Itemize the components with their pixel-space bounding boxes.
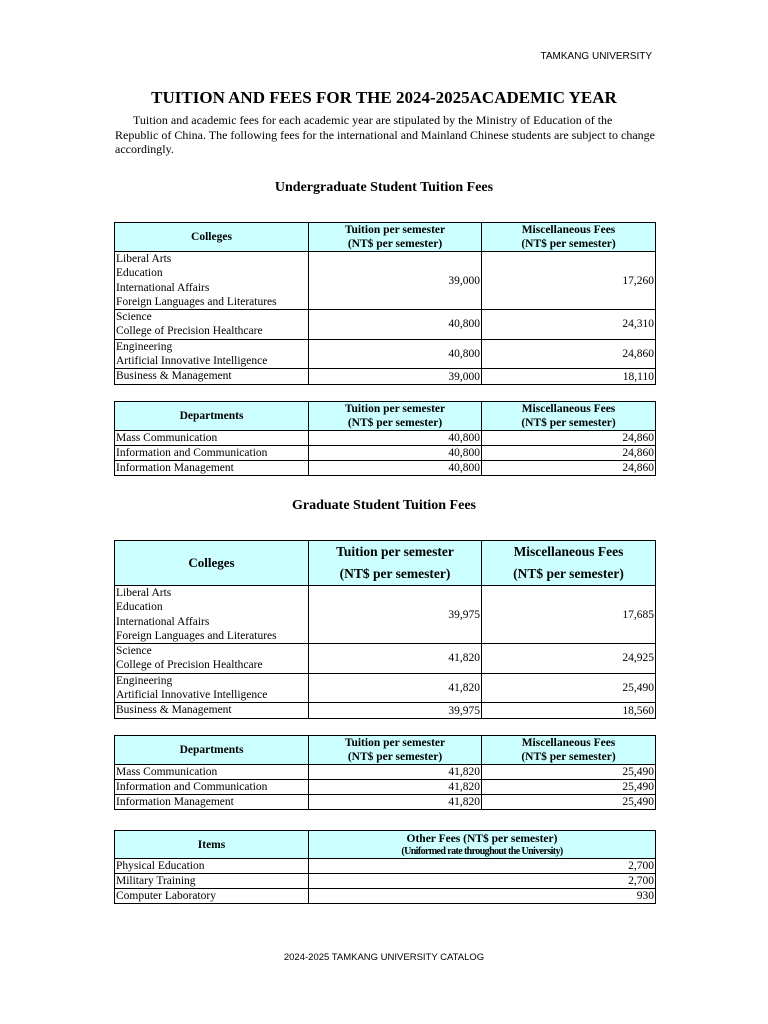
department-name-cell: Information Management [115, 461, 309, 476]
college-names-cell: Science College of Precision Healthcare [115, 310, 309, 340]
misc-fee-cell: 17,260 [482, 252, 656, 310]
graduate-departments-table [114, 735, 656, 810]
misc-fee-cell: 17,685 [482, 586, 656, 644]
column-header-tuition: Tuition per semester (NT$ per semester) [309, 223, 482, 252]
undergrad-colleges-table [114, 222, 656, 385]
item-name-cell: Physical Education [115, 859, 309, 874]
column-header-colleges: Colleges [115, 541, 309, 586]
table-row [115, 644, 656, 674]
uniform-rate-note: (Uniformed rate throughout the University) [401, 845, 563, 857]
tuition-cell: 41,820 [309, 644, 482, 674]
table-row [115, 586, 656, 644]
tuition-cell: 39,975 [309, 703, 482, 718]
fee-cell: 2,700 [309, 874, 656, 889]
tuition-cell: 39,000 [309, 369, 482, 384]
column-header-tuition: Tuition per semester (NT$ per semester) [309, 736, 482, 765]
column-header-tuition: Tuition per semester (NT$ per semester) [309, 541, 482, 586]
department-name-cell: Mass Communication [115, 765, 309, 780]
table-row [115, 765, 656, 780]
department-name-cell: Mass Communication [115, 431, 309, 446]
misc-fee-cell: 25,490 [482, 795, 656, 810]
department-name-cell: Information and Communication [115, 780, 309, 795]
tuition-cell: 41,820 [309, 765, 482, 780]
fee-cell: 930 [309, 889, 656, 904]
tuition-cell: 40,800 [309, 461, 482, 476]
tuition-cell: 41,820 [309, 673, 482, 703]
college-names-cell: Business & Management [115, 369, 309, 384]
column-header-colleges: Colleges [115, 223, 309, 252]
graduate-colleges-table [114, 540, 656, 719]
misc-fee-cell: 24,860 [482, 339, 656, 369]
table-header-row [115, 736, 656, 765]
column-header-other-fees: Other Fees (NT$ per semester) (Uniformed rate throughout the University) [309, 831, 656, 859]
tuition-cell: 40,800 [309, 431, 482, 446]
table-row [115, 673, 656, 703]
table-row [115, 874, 656, 889]
college-names-cell: Engineering Artificial Innovative Intelligence [115, 339, 309, 369]
undergrad-departments-table [114, 401, 656, 476]
undergrad-section-title: Undergraduate Student Tuition Fees [274, 180, 494, 195]
university-header: TAMKANG UNIVERSITY [540, 51, 652, 62]
column-header-misc: Miscellaneous Fees (NT$ per semester) [482, 402, 656, 431]
table-row [115, 310, 656, 340]
misc-fee-cell: 24,860 [482, 446, 656, 461]
table-row [115, 795, 656, 810]
column-header-departments: Departments [115, 736, 309, 765]
tuition-cell: 40,800 [309, 339, 482, 369]
page-title: TUITION AND FEES FOR THE 2024-2025ACADEMIC YEAR [151, 88, 617, 107]
intro-paragraph: Tuition and academic fees for each academic year are stipulated by the Ministry of Education of the Republic of China. The following fees for the international and Mainland Chinese students are subject to change accordingly. [115, 113, 655, 156]
college-names-cell: Science College of Precision Healthcare [115, 644, 309, 674]
table-row [115, 703, 656, 718]
table-header-row [115, 223, 656, 252]
misc-fee-cell: 24,860 [482, 431, 656, 446]
table-row [115, 780, 656, 795]
other-fees-table [114, 830, 656, 904]
department-name-cell: Information Management [115, 795, 309, 810]
tuition-cell: 40,800 [309, 446, 482, 461]
misc-fee-cell: 24,310 [482, 310, 656, 340]
column-header-misc: Miscellaneous Fees (NT$ per semester) [482, 223, 656, 252]
table-row [115, 461, 656, 476]
table-header-row [115, 541, 656, 586]
misc-fee-cell: 25,490 [482, 780, 656, 795]
table-row [115, 859, 656, 874]
item-name-cell: Computer Laboratory [115, 889, 309, 904]
table-row [115, 369, 656, 384]
college-names-cell: Engineering Artificial Innovative Intelligence [115, 673, 309, 703]
fee-cell: 2,700 [309, 859, 656, 874]
table-row [115, 339, 656, 369]
table-row [115, 446, 656, 461]
column-header-departments: Departments [115, 402, 309, 431]
table-header-row [115, 402, 656, 431]
table-row [115, 431, 656, 446]
tuition-cell: 39,000 [309, 252, 482, 310]
catalog-footer: 2024-2025 TAMKANG UNIVERSITY CATALOG [283, 952, 485, 963]
table-row [115, 889, 656, 904]
item-name-cell: Military Training [115, 874, 309, 889]
table-row [115, 252, 656, 310]
misc-fee-cell: 18,560 [482, 703, 656, 718]
college-names-cell: Business & Management [115, 703, 309, 718]
misc-fee-cell: 25,490 [482, 673, 656, 703]
column-header-misc: Miscellaneous Fees (NT$ per semester) [482, 736, 656, 765]
column-header-items: Items [115, 831, 309, 859]
column-header-misc: Miscellaneous Fees (NT$ per semester) [482, 541, 656, 586]
college-names-cell: Liberal Arts Education International Affairs Foreign Languages and Literatures [115, 252, 309, 310]
tuition-cell: 39,975 [309, 586, 482, 644]
misc-fee-cell: 18,110 [482, 369, 656, 384]
misc-fee-cell: 24,860 [482, 461, 656, 476]
department-name-cell: Information and Communication [115, 446, 309, 461]
college-names-cell: Liberal Arts Education International Affairs Foreign Languages and Literatures [115, 586, 309, 644]
table-header-row [115, 831, 656, 859]
tuition-cell: 41,820 [309, 780, 482, 795]
tuition-cell: 41,820 [309, 795, 482, 810]
graduate-section-title: Graduate Student Tuition Fees [292, 498, 476, 513]
column-header-tuition: Tuition per semester (NT$ per semester) [309, 402, 482, 431]
tuition-cell: 40,800 [309, 310, 482, 340]
misc-fee-cell: 24,925 [482, 644, 656, 674]
misc-fee-cell: 25,490 [482, 765, 656, 780]
